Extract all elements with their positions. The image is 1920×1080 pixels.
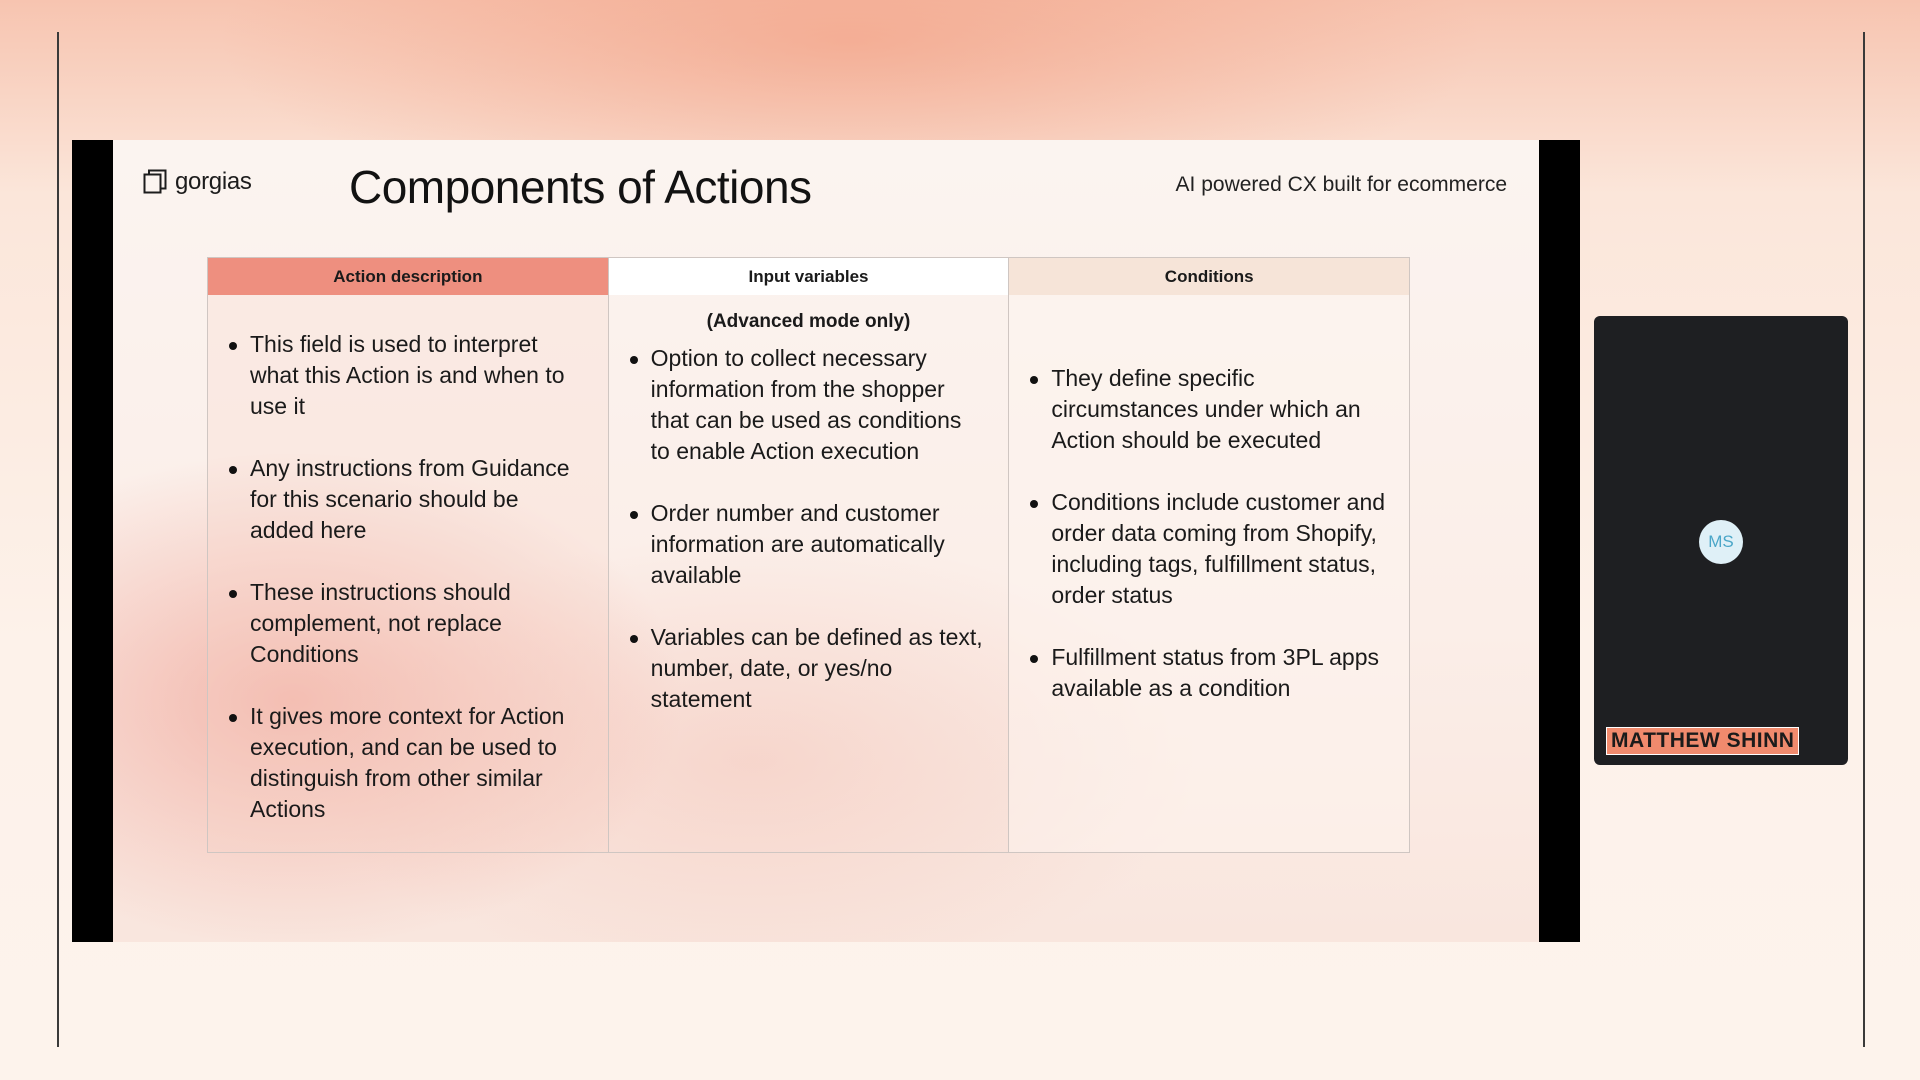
bullet-item: This field is used to interpret what this Action is and when to use it [208,329,608,422]
participant-avatar: MS [1699,520,1743,564]
column-conditions [1009,258,1409,852]
participant-video-tile[interactable] [1594,316,1848,765]
components-table [207,257,1410,853]
slide-title: Components of Actions [349,161,812,213]
bullet-item: Fulfillment status from 3PL apps available as a condition [1009,642,1409,704]
bullet-list [609,343,1009,715]
bullet-item: Order number and customer information are automatically available [609,498,1009,591]
shared-screen [72,140,1580,942]
frame-border-right [1863,32,1865,1047]
bullet-list [208,329,608,825]
bullet-item: It gives more context for Action execution, and can be used to distinguish from other similar Actions [208,701,608,825]
bullet-item: Variables can be defined as text, number, date, or yes/no statement [609,622,1009,715]
gorgias-logo-icon [143,169,167,195]
column-input-variables [609,258,1010,852]
bullet-item: Option to collect necessary information from the shopper that can be used as conditions to enable Action execution [609,343,1009,467]
logo-text: gorgias [175,168,252,195]
column-action-description [208,258,609,852]
frame-border-left [57,32,59,1047]
bullet-item: They define specific circumstances under which an Action should be executed [1009,363,1409,456]
bullet-item: Any instructions from Guidance for this scenario should be added here [208,453,608,546]
bullet-item: Conditions include customer and order data coming from Shopify, including tags, fulfillment status, order status [1009,487,1409,611]
presentation-slide [113,140,1539,942]
bullet-list [1009,363,1409,704]
column-subheader: (Advanced mode only) [706,311,911,332]
column-header: Action description [208,258,608,295]
slide-tagline: AI powered CX built for ecommerce [1175,173,1507,196]
column-header: Input variables [609,258,1009,295]
bullet-item: These instructions should complement, not replace Conditions [208,577,608,670]
participant-name-label: MATTHEW SHINN [1606,727,1799,755]
gorgias-logo [143,168,252,196]
column-header: Conditions [1009,258,1409,295]
